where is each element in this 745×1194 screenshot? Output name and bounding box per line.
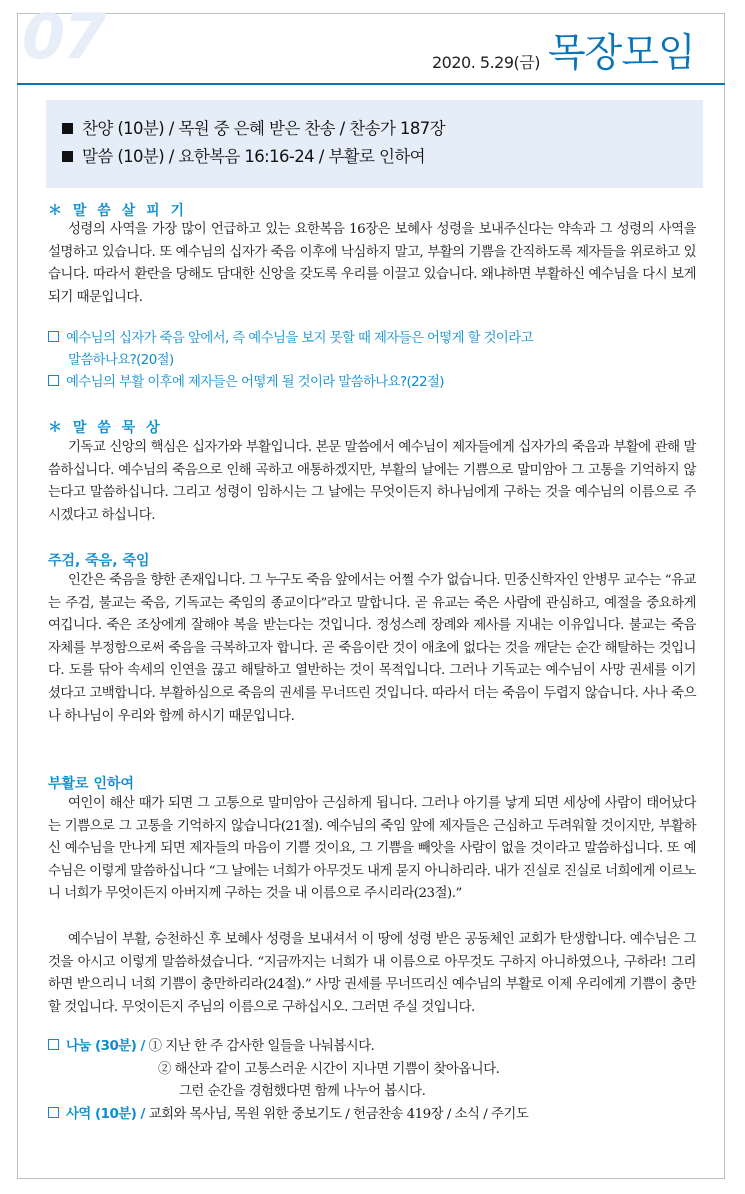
black-square-icon bbox=[62, 151, 73, 162]
question-1: 예수님의 십자가 죽음 앞에서, 즉 예수님을 보지 못할 때 제자들은 어떻게 할 것이라고 bbox=[48, 328, 708, 350]
sharing-item-3: 그런 순간을 경험했다면 함께 나누어 봅시다. bbox=[179, 1084, 426, 1100]
page-number: 07 bbox=[22, 0, 105, 73]
section-body-death: 인간은 죽음을 향한 존재입니다. 그 누구도 죽음 앞에서는 어쩔 수가 없습니다. 민중신학자인 안병무 교수는 “유교는 주검, 불교는 죽음, 기독교는 죽임의 종교이다”라고 말합니다. 곧 유교는 죽은 사람에 관심하고, 예절을 중요하게 여깁니다. 죽은 조상에게 잘해야 복을 받는다는 것입니다. 정성스레 장례와 제사를 지내는 이유입니다. 불교는 죽음 자체를 부정함으로써 죽음을 극복하고자 합니다. 곧 죽음이란 것이 애초에 없다는 것을 깨닫는 순간 해탈하는 것입니다. 도를 닦아 속세의 인연을 끊고 해탈하고 열반하는 것이 목적입니다. 그러나 기독교는 예수님이 사망 권세를 이기셨다고 고백합니다. 부활하심으로 죽음의 권세를 무너뜨린 것입니다. 따라서 더는 죽음이 두렵지 않습니다. 사나 죽으나 하나님이 우리와 함께 하시기 때문입니다. bbox=[48, 573, 696, 724]
black-square-icon bbox=[62, 123, 73, 134]
section-heading-death: 주검, 죽음, 죽임 bbox=[48, 553, 150, 569]
section-body-resurrection-1: 여인이 해산 때가 되면 그 고통으로 말미암아 근심하게 됩니다. 그러나 아기를 낳게 되면 세상에 사람이 태어났다는 기쁨으로 그 고통을 기억하지 않습니다(21절). 예수님의 죽임 앞에 제자들은 근심하고 두려워할 것이지만, 부활하신 예수님을 만나게 되면 제자들의 마음이 기쁠 것이요, 그 기쁨을 빼앗을 사람이 없을 것이라고 말씀하십니다. 또 예수님은 이렇게 말씀하십니다 “그 날에는 너희가 아무것도 내게 묻지 아니하리라. 내가 진실로 진실로 너희에게 이르노니 너희가 무엇이든지 아버지께 구하는 것을 내 이름으로 주시리라(23절).” bbox=[48, 796, 696, 902]
summary-word: 말씀 (10분) / 요한복음 16:16-24 / 부활로 인하여 bbox=[62, 143, 703, 171]
section-heading-look: ＊ 말 씀 살 피 기 bbox=[48, 203, 187, 219]
ministry-row bbox=[48, 1104, 708, 1127]
sharing-row-1 bbox=[48, 1036, 708, 1059]
discussion-questions bbox=[48, 328, 708, 394]
checkbox-icon bbox=[48, 1039, 59, 1050]
section-heading-meditate: ＊ 말 씀 묵 상 bbox=[48, 420, 163, 436]
ministry-text: 교회와 목사님, 목원 위한 중보기도 / 헌금찬송 419장 / 소식 / 주기도 bbox=[148, 1106, 529, 1122]
section-heading-resurrection: 부활로 인하여 bbox=[48, 776, 135, 792]
sharing-item-1: ① 지난 한 주 감사한 일들을 나눠봅시다. bbox=[148, 1039, 375, 1054]
sharing-item-2: ② 해산과 같이 고통스러운 시간이 지나면 기쁨이 찾아옵니다. bbox=[158, 1061, 500, 1077]
section-body-meditate: 기독교 신앙의 핵심은 십자가와 부활입니다. 본문 말씀에서 예수님이 제자들에게 십자가의 죽음과 부활에 관해 말씀하십니다. 예수님의 죽음으로 인해 곡하고 애통하겠지만, 부활의 날에는 기쁨으로 말미암아 그 고통을 기억하지 않는다고 말씀하십니다. 그리고 성령이 임하시는 그 날에는 무엇이든지 하나님에게 구하는 것을 예수님의 이름으로 주시겠다고 하십니다. bbox=[48, 440, 696, 523]
page-title: 목장모임 bbox=[548, 31, 695, 76]
section-body-resurrection-2: 예수님이 부활, 승천하신 후 보혜사 성령을 보내셔서 이 땅에 성령 받은 공동체인 교회가 탄생합니다. 예수님은 그것을 아시고 이렇게 말씀하셨습니다. “지금까지는 너희가 내 이름으로 아무것도 구하지 아니하였으나, 구하라! 그리하면 받으리니 너희 기쁨이 충만하리라(24절).” 사망 권세를 무너뜨리신 예수님의 부활로 이제 우리에게 기쁨이 충만할 것입니다. 무엇이든지 주님의 이름으로 구하십시오. 그러면 주실 것입니다. bbox=[48, 932, 696, 1015]
order-summary-box bbox=[46, 100, 703, 188]
sharing-section bbox=[48, 1036, 708, 1126]
sharing-label: 나눔 (30분) / bbox=[66, 1039, 145, 1054]
checkbox-icon bbox=[48, 331, 59, 342]
section-body-look: 성령의 사역을 가장 많이 언급하고 있는 요한복음 16장은 보혜사 성령을 보내주신다는 약속과 그 성령의 사역을 설명하고 있습니다. 또 예수님의 십자가 죽음 이후에 낙심하지 말고, 부활의 기쁨을 간직하도록 제자들을 위로하고 있습니다. 따라서 환란을 당해도 담대한 신앙을 갖도록 우리를 이끌고 있습니다. 왜냐하면 부활하신 예수님을 다시 보게 되기 때문입니다. bbox=[48, 222, 696, 305]
meeting-date: 2020. 5.29(금) bbox=[432, 53, 540, 72]
checkbox-icon bbox=[48, 1107, 59, 1118]
checkbox-icon bbox=[48, 375, 59, 386]
question-1-continued: 말씀하나요?(20절) bbox=[68, 353, 174, 368]
summary-praise: 찬양 (10분) / 목원 중 은혜 받은 찬송 / 찬송가 187장 bbox=[62, 115, 703, 143]
question-2: 예수님의 부활 이후에 제자들은 어떻게 될 것이라 말씀하나요?(22절) bbox=[48, 372, 708, 394]
ministry-label: 사역 (10분) / bbox=[66, 1106, 145, 1122]
header-divider bbox=[17, 83, 725, 85]
